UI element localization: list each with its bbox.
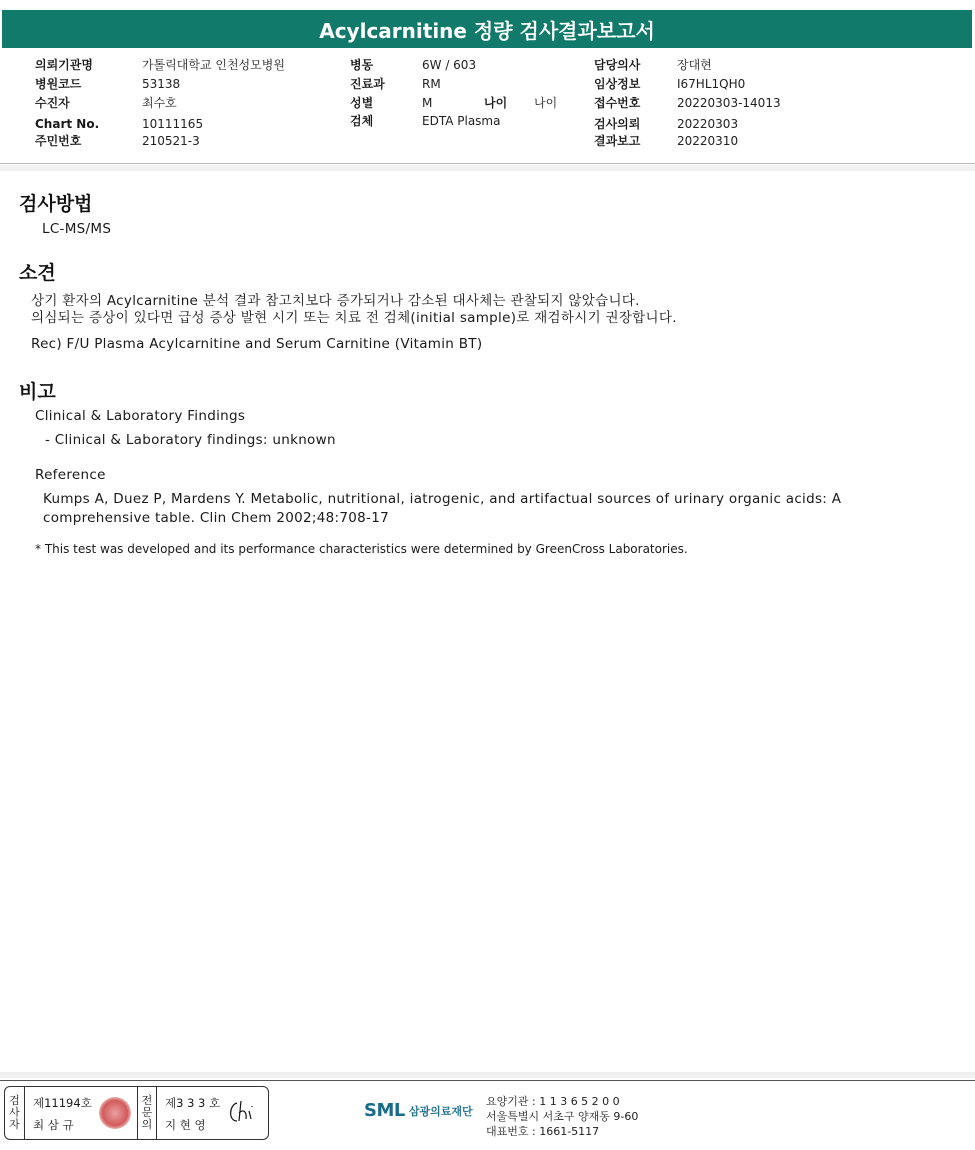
- method-text: LC-MS/MS: [42, 221, 112, 237]
- label-resident-no: 주민번호: [35, 134, 82, 148]
- label-age: 나이: [484, 96, 508, 110]
- value-department: RM: [422, 77, 441, 91]
- label-hospital-code: 병원코드: [35, 77, 82, 91]
- label-sex: 성별: [350, 96, 374, 110]
- value-sex: M: [422, 96, 433, 110]
- examiner-vertical-label: 검 사 자: [5, 1087, 25, 1139]
- report-title: Acylcarnitine 정량 검사결과보고서: [2, 10, 972, 48]
- disclaimer-note: * This test was developed and its performance characteristics were determined by GreenCross Laboratories.: [35, 542, 688, 556]
- value-clinical-info: I67HL1QH0: [677, 77, 746, 91]
- signature-icon: [225, 1097, 265, 1129]
- value-doctor: 장대현: [677, 58, 712, 72]
- section-remarks-title: 비고: [19, 381, 56, 403]
- label-doctor: 담당의사: [594, 58, 641, 72]
- patient-info: [0, 48, 975, 164]
- footer-strip: [0, 1072, 975, 1078]
- section-opinion-title: 소견: [19, 262, 56, 284]
- value-report-date: 20220310: [677, 134, 739, 148]
- specialist-vertical-label: 전 문 의: [137, 1087, 157, 1139]
- label-clinical-info: 임상정보: [594, 77, 641, 91]
- reference-line2: comprehensive table. Clin Chem 2002;48:708-17: [43, 510, 389, 526]
- examiner-license: 제11194호: [33, 1096, 92, 1110]
- reference-heading: Reference: [35, 467, 106, 483]
- value-patient: 최수호: [142, 96, 177, 110]
- section-method-title: 검사방법: [19, 193, 93, 215]
- value-hospital-code: 53138: [142, 77, 181, 91]
- reference-line1: Kumps A, Duez P, Mardens Y. Metabolic, nutritional, iatrogenic, and artifactual sources of urinary organic acids: A: [43, 491, 842, 507]
- value-institution: 가톨릭대학교 인천성모병원: [142, 58, 285, 72]
- opinion-line1: 상기 환자의 Acylcarnitine 분석 결과 참고치보다 증가되거나 감소된 대사체는 관찰되지 않았습니다.: [31, 293, 640, 309]
- value-chart-no: 10111165: [142, 117, 204, 131]
- footer-phone: 대표번호 : 1661-5117: [486, 1125, 600, 1138]
- examiner-name: 최 삼 규: [33, 1118, 74, 1132]
- value-request-date: 20220303: [677, 117, 739, 131]
- value-receipt-no: 20220303-14013: [677, 96, 781, 110]
- specialist-license: 제3 3 3 호: [165, 1096, 221, 1110]
- signature-box: [4, 1086, 269, 1140]
- clinical-heading: Clinical & Laboratory Findings: [35, 408, 246, 424]
- value-resident-no: 210521-3: [142, 134, 200, 148]
- sml-logo-name: 삼광의료재단: [408, 1104, 473, 1118]
- label-report-date: 결과보고: [594, 134, 641, 148]
- value-ward: 6W / 603: [422, 58, 477, 72]
- footer-address: 서울특별시 서초구 양재동 9-60: [486, 1110, 639, 1123]
- sml-logo: [364, 1100, 473, 1121]
- label-receipt-no: 접수번호: [594, 96, 641, 110]
- label-specimen: 검체: [350, 114, 374, 128]
- divider-strip: [0, 165, 975, 171]
- label-request-date: 검사의뢰: [594, 117, 641, 131]
- label-department: 진료과: [350, 77, 385, 91]
- value-age: 나이: [534, 96, 558, 110]
- value-specimen: EDTA Plasma: [422, 114, 501, 128]
- label-institution: 의뢰기관명: [35, 58, 93, 72]
- sml-logo-mark: SML: [364, 1100, 405, 1121]
- label-patient: 수진자: [35, 96, 70, 110]
- clinical-item: - Clinical & Laboratory findings: unknown: [45, 432, 336, 448]
- label-chart-no: Chart No.: [35, 117, 100, 131]
- footer-institution-code: 요양기관 : 1 1 3 6 5 2 0 0: [486, 1095, 620, 1108]
- opinion-line2: 의심되는 증상이 있다면 급성 증상 발현 시기 또는 치료 전 검체(initial sample)로 재검하시기 권장합니다.: [31, 310, 677, 326]
- footer-rule: [0, 1080, 975, 1081]
- opinion-recommendation: Rec) F/U Plasma Acylcarnitine and Serum Carnitine (Vitamin BT): [31, 336, 483, 352]
- label-ward: 병동: [350, 58, 374, 72]
- seal-icon: [99, 1097, 131, 1129]
- specialist-name: 지 현 영: [165, 1118, 206, 1132]
